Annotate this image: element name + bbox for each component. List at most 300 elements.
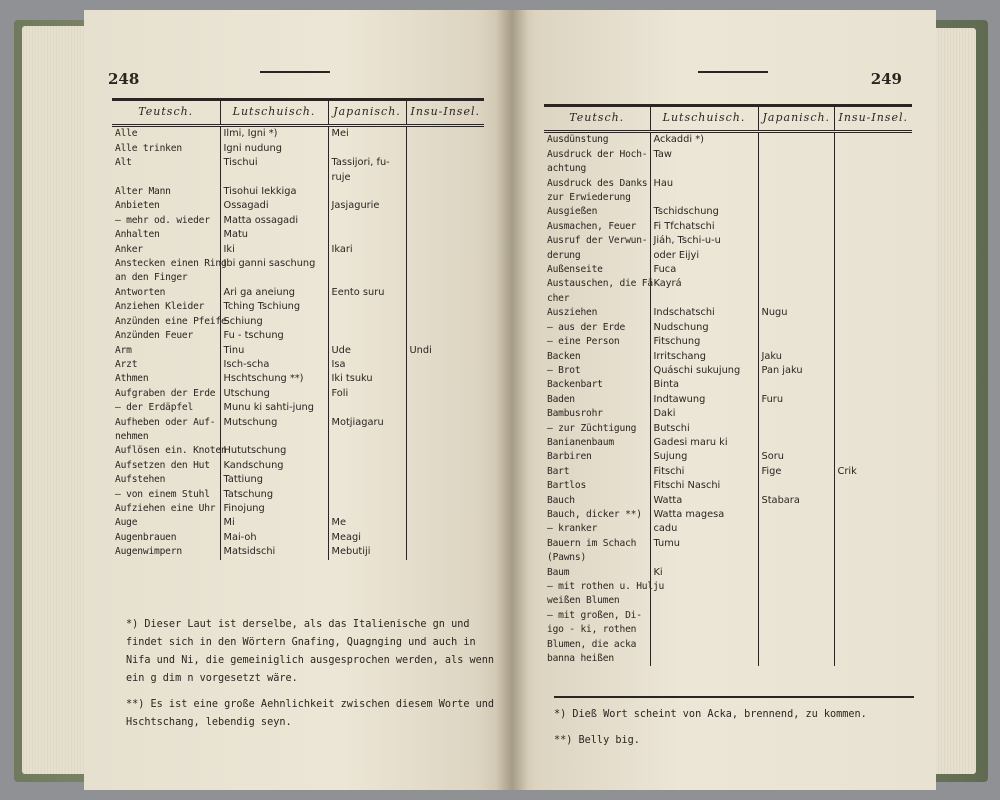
luchuan-term: Quáschi sukujung bbox=[650, 364, 758, 378]
german-term: Bauch bbox=[547, 494, 575, 506]
page-number-right: 249 bbox=[870, 70, 902, 88]
table-row bbox=[544, 162, 912, 176]
luchuan-term bbox=[650, 292, 758, 306]
german-term: — mit rothen u. Hulju bbox=[547, 581, 665, 592]
german-term: — von einem Stuhl bbox=[115, 488, 210, 500]
insu-island-term bbox=[406, 372, 484, 386]
japanese-term bbox=[758, 378, 834, 392]
japanese-term: Furu bbox=[758, 393, 834, 407]
table-row bbox=[544, 594, 912, 608]
table-row bbox=[544, 566, 912, 580]
table-body-left bbox=[112, 126, 484, 560]
japanese-term: Motjiagaru bbox=[328, 416, 406, 430]
luchuan-term: Ki bbox=[650, 566, 758, 580]
luchuan-term: Mutschung bbox=[220, 416, 328, 430]
german-term: Bart bbox=[547, 465, 570, 477]
table-header-row bbox=[112, 100, 484, 126]
table-row bbox=[544, 177, 912, 191]
page-number-left: 248 bbox=[108, 70, 140, 88]
table-row bbox=[112, 156, 484, 170]
luchuan-term bbox=[220, 271, 328, 285]
luchuan-term bbox=[650, 162, 758, 176]
insu-island-term bbox=[406, 199, 484, 213]
insu-island-term bbox=[834, 162, 912, 176]
german-term: Anhalten bbox=[115, 229, 160, 241]
german-term: Ausziehen bbox=[547, 307, 598, 319]
luchuan-term: Tattiung bbox=[220, 473, 328, 487]
luchuan-term: Iki bbox=[220, 243, 328, 257]
japanese-term bbox=[758, 522, 834, 536]
table-row bbox=[544, 249, 912, 263]
insu-island-term bbox=[834, 132, 912, 148]
japanese-term bbox=[328, 502, 406, 516]
japanese-term bbox=[328, 315, 406, 329]
german-term: (Pawns) bbox=[547, 552, 587, 564]
luchuan-term: Fitschung bbox=[650, 335, 758, 349]
german-term: Backenbart bbox=[547, 379, 603, 391]
german-term: Alle trinken bbox=[115, 142, 182, 154]
insu-island-term bbox=[834, 436, 912, 450]
table-row bbox=[544, 652, 912, 666]
japanese-term: Stabara bbox=[758, 494, 834, 508]
luchuan-term bbox=[650, 191, 758, 205]
table-row bbox=[544, 220, 912, 234]
luchuan-term: Jiáh, Tschi-u-u bbox=[650, 234, 758, 248]
insu-island-term bbox=[834, 321, 912, 335]
japanese-term bbox=[328, 185, 406, 199]
table-row bbox=[544, 522, 912, 536]
japanese-term bbox=[328, 214, 406, 228]
japanese-term bbox=[328, 300, 406, 314]
german-term: Baum bbox=[547, 566, 570, 578]
table-row bbox=[544, 350, 912, 364]
japanese-term bbox=[328, 228, 406, 242]
german-term: — mehr od. wieder bbox=[115, 214, 210, 226]
german-term: Ausdruck des Danks bbox=[547, 177, 648, 189]
header-rule-left bbox=[260, 71, 330, 73]
german-term: an den Finger bbox=[115, 272, 188, 284]
insu-island-term bbox=[834, 407, 912, 421]
luchuan-term: Fi Tfchatschi bbox=[650, 220, 758, 234]
table-row bbox=[112, 502, 484, 516]
table-row bbox=[112, 199, 484, 213]
table-row bbox=[544, 205, 912, 219]
insu-island-term bbox=[834, 148, 912, 162]
luchuan-term bbox=[650, 551, 758, 565]
german-term: Austauschen, die Fä- bbox=[547, 278, 659, 290]
japanese-term bbox=[758, 220, 834, 234]
table-row bbox=[112, 228, 484, 242]
german-term: Ausdünstung bbox=[547, 134, 609, 146]
luchuan-term: Mai-oh bbox=[220, 531, 328, 545]
vocabulary-table-left bbox=[112, 98, 484, 560]
insu-island-term bbox=[834, 263, 912, 277]
insu-island-term bbox=[406, 516, 484, 530]
footnotes-left bbox=[126, 616, 494, 740]
table-row bbox=[112, 126, 484, 142]
japanese-term bbox=[328, 401, 406, 415]
luchuan-term: Matu bbox=[220, 228, 328, 242]
insu-island-term bbox=[406, 300, 484, 314]
japanese-term: ruje bbox=[328, 171, 406, 185]
insu-island-term bbox=[406, 387, 484, 401]
german-term: Aufstehen bbox=[115, 474, 166, 486]
insu-island-term bbox=[834, 594, 912, 608]
german-term: achtung bbox=[547, 163, 587, 175]
column-header-luchuan: Lutschuisch. bbox=[220, 100, 328, 126]
insu-island-term bbox=[834, 508, 912, 522]
german-term: — kranker bbox=[547, 523, 598, 535]
insu-island-term bbox=[834, 306, 912, 320]
german-term: Antworten bbox=[115, 286, 166, 298]
luchuan-term: Hschtschung **) bbox=[220, 372, 328, 386]
luchuan-term: Kandschung bbox=[220, 459, 328, 473]
insu-island-term bbox=[834, 580, 912, 594]
german-term: Banianenbaum bbox=[547, 436, 614, 448]
table-row bbox=[112, 516, 484, 530]
column-header-german: Teutsch. bbox=[112, 100, 220, 126]
luchuan-term: Daki bbox=[650, 407, 758, 421]
japanese-term: Mei bbox=[328, 126, 406, 142]
table-row bbox=[112, 257, 484, 271]
japanese-term bbox=[758, 652, 834, 666]
table-row bbox=[544, 378, 912, 392]
japanese-term: Fige bbox=[758, 465, 834, 479]
table-row bbox=[112, 444, 484, 458]
german-term: Anstecken einen Ring bbox=[115, 258, 227, 270]
table-row bbox=[544, 321, 912, 335]
luchuan-term: oder Eijyi bbox=[650, 249, 758, 263]
insu-island-term bbox=[834, 537, 912, 551]
german-term: Alle bbox=[115, 128, 138, 140]
insu-island-term bbox=[406, 126, 484, 142]
luchuan-term bbox=[650, 594, 758, 608]
insu-island-term bbox=[406, 430, 484, 444]
japanese-term bbox=[328, 271, 406, 285]
insu-island-term bbox=[406, 185, 484, 199]
german-term: Anzünden Feuer bbox=[115, 330, 194, 342]
luchuan-term: Tisohui Iekkiga bbox=[220, 185, 328, 199]
german-term: Baden bbox=[547, 393, 575, 405]
german-term: — aus der Erde bbox=[547, 321, 626, 333]
japanese-term bbox=[758, 321, 834, 335]
japanese-term bbox=[758, 292, 834, 306]
right-page bbox=[512, 10, 936, 790]
footnote: *) Dieser Laut ist derselbe, als das Italienische gn und findet sich in den Wörtern Gnafing, Quagnging und auch in Nifa und Ni, die gemeiniglich ausgesprochen werden, als wenn ein g dim n vorgesetzt wäre. bbox=[126, 619, 495, 684]
luchuan-term: Binta bbox=[650, 378, 758, 392]
insu-island-term bbox=[834, 494, 912, 508]
japanese-term: Isa bbox=[328, 358, 406, 372]
japanese-term bbox=[758, 537, 834, 551]
table-row bbox=[112, 214, 484, 228]
japanese-term bbox=[328, 488, 406, 502]
german-term bbox=[112, 171, 220, 185]
insu-island-term bbox=[834, 191, 912, 205]
japanese-term: Nugu bbox=[758, 306, 834, 320]
german-term: banna heißen bbox=[547, 653, 614, 665]
insu-island-term bbox=[834, 422, 912, 436]
japanese-term bbox=[758, 132, 834, 148]
luchuan-term: Ossagadi bbox=[220, 199, 328, 213]
japanese-term bbox=[758, 205, 834, 219]
japanese-term bbox=[758, 566, 834, 580]
german-term: Athmen bbox=[115, 373, 149, 385]
german-term: Ausdruck der Hoch- bbox=[547, 148, 648, 160]
japanese-term bbox=[758, 191, 834, 205]
german-term: Anbieten bbox=[115, 200, 160, 212]
insu-island-term bbox=[406, 531, 484, 545]
insu-island-term bbox=[834, 378, 912, 392]
insu-island-term bbox=[406, 459, 484, 473]
footnote: *) Dieß Wort scheint von Acka, brennend, zu kommen. bbox=[554, 708, 867, 720]
japanese-term bbox=[328, 430, 406, 444]
japanese-term: Eento suru bbox=[328, 286, 406, 300]
japanese-term: Ude bbox=[328, 344, 406, 358]
insu-island-term bbox=[834, 551, 912, 565]
insu-island-term bbox=[834, 220, 912, 234]
japanese-term bbox=[758, 623, 834, 637]
luchuan-term: Munu ki sahti-jung bbox=[220, 401, 328, 415]
japanese-term: Jaku bbox=[758, 350, 834, 364]
german-term: Alt bbox=[115, 157, 132, 169]
table-row bbox=[112, 372, 484, 386]
luchuan-term: Fu - tschung bbox=[220, 329, 328, 343]
german-term: Auge bbox=[115, 517, 138, 529]
german-term: — zur Züchtigung bbox=[547, 422, 637, 434]
german-term: igo - ki, rothen bbox=[547, 624, 637, 636]
german-term: — eine Person bbox=[547, 336, 620, 348]
german-term: Augenwimpern bbox=[115, 546, 182, 558]
table-row bbox=[544, 132, 912, 148]
table-row bbox=[112, 142, 484, 156]
japanese-term: Iki tsuku bbox=[328, 372, 406, 386]
japanese-term bbox=[758, 638, 834, 652]
german-term: Außenseite bbox=[547, 264, 603, 276]
japanese-term bbox=[758, 407, 834, 421]
luchuan-term: Sujung bbox=[650, 450, 758, 464]
japanese-term: Tassijori, fu- bbox=[328, 156, 406, 170]
luchuan-term: Kayrá bbox=[650, 277, 758, 291]
insu-island-term bbox=[406, 243, 484, 257]
luchuan-term: Butschi bbox=[650, 422, 758, 436]
table-row bbox=[112, 171, 484, 185]
luchuan-term bbox=[650, 652, 758, 666]
insu-island-term bbox=[406, 286, 484, 300]
insu-island-term bbox=[406, 444, 484, 458]
insu-island-term bbox=[406, 488, 484, 502]
table-row bbox=[544, 234, 912, 248]
table-row bbox=[112, 300, 484, 314]
table-row bbox=[544, 508, 912, 522]
luchuan-term: Matsidschi bbox=[220, 545, 328, 559]
insu-island-term bbox=[406, 502, 484, 516]
insu-island-term bbox=[406, 358, 484, 372]
german-term: Bambusrohr bbox=[547, 408, 603, 420]
insu-island-term bbox=[834, 364, 912, 378]
german-term: Aufziehen eine Uhr bbox=[115, 502, 216, 514]
japanese-term bbox=[328, 459, 406, 473]
table-row bbox=[544, 494, 912, 508]
luchuan-term: Nudschung bbox=[650, 321, 758, 335]
table-row bbox=[112, 358, 484, 372]
insu-island-term bbox=[834, 234, 912, 248]
insu-island-term bbox=[834, 609, 912, 623]
german-term: weißen Blumen bbox=[547, 595, 620, 607]
insu-island-term bbox=[834, 623, 912, 637]
table-row bbox=[544, 191, 912, 205]
table-row bbox=[112, 286, 484, 300]
luchuan-term: Fitschi Naschi bbox=[650, 479, 758, 493]
japanese-term: Mebutiji bbox=[328, 545, 406, 559]
luchuan-term: Watta magesa bbox=[650, 508, 758, 522]
german-term: nehmen bbox=[115, 430, 149, 442]
luchuan-term: Finojung bbox=[220, 502, 328, 516]
table-row bbox=[112, 545, 484, 559]
luchuan-term: Indschatschi bbox=[650, 306, 758, 320]
insu-island-term bbox=[406, 329, 484, 343]
table-row bbox=[112, 329, 484, 343]
luchuan-term: Igni nudung bbox=[220, 142, 328, 156]
japanese-term bbox=[758, 422, 834, 436]
table-row bbox=[544, 609, 912, 623]
table-row bbox=[112, 416, 484, 430]
table-row bbox=[544, 292, 912, 306]
insu-island-term bbox=[834, 638, 912, 652]
japanese-term bbox=[328, 444, 406, 458]
insu-island-term bbox=[834, 522, 912, 536]
japanese-term: Me bbox=[328, 516, 406, 530]
luchuan-term: Indtawung bbox=[650, 393, 758, 407]
insu-island-term bbox=[834, 393, 912, 407]
table-row bbox=[112, 315, 484, 329]
table-row bbox=[112, 401, 484, 415]
japanese-term bbox=[758, 436, 834, 450]
german-term: Ausruf der Verwun- bbox=[547, 235, 648, 247]
insu-island-term bbox=[834, 652, 912, 666]
insu-island-term bbox=[406, 315, 484, 329]
footnote-rule bbox=[554, 696, 914, 698]
left-page-edges bbox=[22, 26, 88, 774]
luchuan-term: Hau bbox=[650, 177, 758, 191]
insu-island-term bbox=[406, 271, 484, 285]
header-rule-right bbox=[698, 71, 768, 73]
german-term: Blumen, die acka bbox=[547, 638, 637, 650]
table-row bbox=[112, 344, 484, 358]
japanese-term bbox=[758, 479, 834, 493]
insu-island-term: Crik bbox=[834, 465, 912, 479]
table-row bbox=[544, 335, 912, 349]
luchuan-term: Ari ga aneiung bbox=[220, 286, 328, 300]
table-row bbox=[544, 479, 912, 493]
japanese-term: Foli bbox=[328, 387, 406, 401]
luchuan-term bbox=[650, 623, 758, 637]
german-term: Backen bbox=[547, 350, 581, 362]
japanese-term bbox=[758, 580, 834, 594]
table-header-row bbox=[544, 106, 912, 132]
german-term: Aufgraben der Erde bbox=[115, 387, 216, 399]
german-term: Anzünden eine Pfeife bbox=[115, 315, 227, 327]
column-header-japanese: Japanisch. bbox=[758, 106, 834, 132]
luchuan-term bbox=[650, 580, 758, 594]
insu-island-term bbox=[406, 156, 484, 170]
column-header-german: Teutsch. bbox=[544, 106, 650, 132]
german-term: — Brot bbox=[547, 364, 581, 376]
luchuan-term: Tschidschung bbox=[650, 205, 758, 219]
vocabulary-table-right bbox=[544, 104, 912, 666]
table-row bbox=[544, 306, 912, 320]
insu-island-term bbox=[406, 228, 484, 242]
german-term: Anziehen Kleider bbox=[115, 301, 205, 313]
table-row bbox=[544, 263, 912, 277]
table-body-right bbox=[544, 132, 912, 667]
german-term: Bauern im Schach bbox=[547, 537, 637, 549]
table-row bbox=[544, 638, 912, 652]
insu-island-term bbox=[406, 142, 484, 156]
table-row bbox=[544, 364, 912, 378]
table-row bbox=[112, 430, 484, 444]
japanese-term: Jasjagurie bbox=[328, 199, 406, 213]
japanese-term bbox=[758, 508, 834, 522]
insu-island-term bbox=[834, 335, 912, 349]
japanese-term bbox=[758, 277, 834, 291]
german-term: derung bbox=[547, 249, 581, 261]
table-row bbox=[112, 387, 484, 401]
german-term: Aufheben oder Auf- bbox=[115, 416, 216, 428]
japanese-term bbox=[758, 551, 834, 565]
german-term: Arzt bbox=[115, 358, 138, 370]
german-term: — mit großen, Di- bbox=[547, 609, 642, 621]
luchuan-term: Schiung bbox=[220, 315, 328, 329]
luchuan-term: Utschung bbox=[220, 387, 328, 401]
table-row bbox=[544, 465, 912, 479]
luchuan-term: Mi bbox=[220, 516, 328, 530]
luchuan-term: Irritschang bbox=[650, 350, 758, 364]
german-term: cher bbox=[547, 292, 570, 304]
left-page bbox=[84, 10, 512, 790]
column-header-insu-island: Insu-Insel. bbox=[406, 100, 484, 126]
insu-island-term bbox=[406, 473, 484, 487]
luchuan-term: Ibi ganni saschung bbox=[220, 257, 328, 271]
table-row bbox=[112, 531, 484, 545]
insu-island-term bbox=[834, 566, 912, 580]
column-header-luchuan: Lutschuisch. bbox=[650, 106, 758, 132]
luchuan-term bbox=[220, 430, 328, 444]
table-row bbox=[544, 623, 912, 637]
japanese-term bbox=[758, 177, 834, 191]
luchuan-term: Ilmi, Igni *) bbox=[220, 126, 328, 142]
japanese-term bbox=[328, 142, 406, 156]
german-term: Barbiren bbox=[547, 451, 592, 463]
insu-island-term bbox=[406, 214, 484, 228]
japanese-term bbox=[758, 594, 834, 608]
japanese-term bbox=[758, 335, 834, 349]
table-row bbox=[544, 436, 912, 450]
japanese-term bbox=[758, 249, 834, 263]
luchuan-term: Taw bbox=[650, 148, 758, 162]
table-row bbox=[544, 393, 912, 407]
japanese-term bbox=[328, 473, 406, 487]
table-row bbox=[112, 185, 484, 199]
german-term: Augenbrauen bbox=[115, 531, 177, 543]
insu-island-term bbox=[834, 177, 912, 191]
japanese-term bbox=[758, 234, 834, 248]
japanese-term bbox=[758, 162, 834, 176]
table-row bbox=[112, 459, 484, 473]
japanese-term bbox=[758, 263, 834, 277]
german-term: Bartlos bbox=[547, 480, 587, 492]
table-row bbox=[112, 243, 484, 257]
insu-island-term bbox=[834, 292, 912, 306]
